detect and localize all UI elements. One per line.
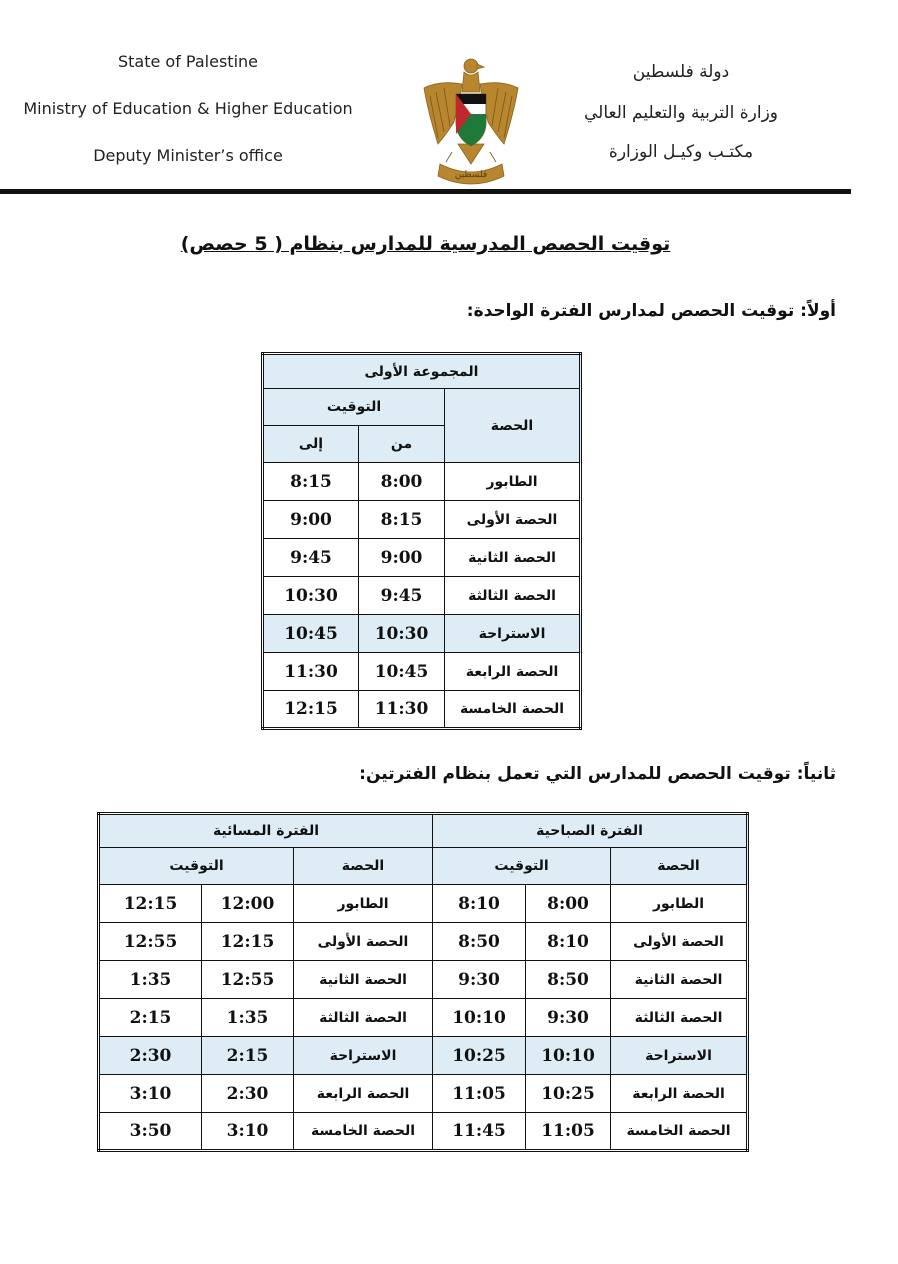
header-ar-ministry: وزارة التربية والتعليم العالي [583, 103, 778, 123]
evening-period-cell: الحصة الرابعة [294, 1075, 433, 1113]
table-row [99, 923, 748, 961]
evening-to-cell: 2:15 [99, 999, 202, 1037]
morning-from-cell: 8:00 [526, 885, 611, 923]
time-to-cell: 8:15 [263, 463, 359, 501]
table-row [263, 653, 581, 691]
morning-period-cell: الحصة الأولى [611, 923, 748, 961]
evening-period-cell: الاستراحة [294, 1037, 433, 1075]
period-cell: الاستراحة [445, 615, 581, 653]
morning-from-cell: 8:10 [526, 923, 611, 961]
morning-period-cell: الحصة الثالثة [611, 999, 748, 1037]
evening-from-cell: 2:15 [202, 1037, 294, 1075]
morning-period-cell: الطابور [611, 885, 748, 923]
evening-to-cell: 3:50 [99, 1113, 202, 1151]
table-row [263, 501, 581, 539]
time-to-cell: 9:45 [263, 539, 359, 577]
page-title: توقيت الحصص المدرسية للمدارس بنظام ( 5 حصص) [180, 233, 671, 255]
morning-from-cell: 10:25 [526, 1075, 611, 1113]
time-to-cell: 9:00 [263, 501, 359, 539]
morning-to-cell: 8:10 [433, 885, 526, 923]
table-row [99, 961, 748, 999]
morning-period-header: الحصة [611, 848, 748, 885]
morning-from-cell: 8:50 [526, 961, 611, 999]
evening-from-cell: 12:15 [202, 923, 294, 961]
evening-period-cell: الحصة الأولى [294, 923, 433, 961]
morning-from-cell: 11:05 [526, 1113, 611, 1151]
table-row [263, 691, 581, 729]
header-divider [0, 189, 851, 194]
period-header: الحصة [445, 389, 581, 463]
evening-to-cell: 2:30 [99, 1037, 202, 1075]
evening-from-cell: 3:10 [202, 1113, 294, 1151]
morning-from-cell: 10:10 [526, 1037, 611, 1075]
from-header: من [359, 426, 445, 463]
morning-period-cell: الحصة الخامسة [611, 1113, 748, 1151]
evening-label: الفترة المسائية [99, 814, 433, 848]
morning-to-cell: 11:45 [433, 1113, 526, 1151]
period-cell: الحصة الثالثة [445, 577, 581, 615]
group-label: المجموعة الأولى [263, 354, 581, 389]
table-row [99, 1037, 748, 1075]
morning-to-cell: 8:50 [433, 923, 526, 961]
period-cell: الحصة الخامسة [445, 691, 581, 729]
morning-period-cell: الاستراحة [611, 1037, 748, 1075]
section1-heading: أولاً: توقيت الحصص لمدارس الفترة الواحدة: [466, 301, 836, 321]
table-row [263, 577, 581, 615]
table-row [99, 999, 748, 1037]
time-from-cell: 8:15 [359, 501, 445, 539]
evening-to-cell: 12:55 [99, 923, 202, 961]
time-from-cell: 11:30 [359, 691, 445, 729]
morning-label: الفترة الصباحية [433, 814, 748, 848]
header-en-state: State of Palestine [117, 52, 258, 71]
header-ar-state: دولة فلسطين [632, 62, 730, 82]
time-from-cell: 8:00 [359, 463, 445, 501]
time-from-cell: 9:45 [359, 577, 445, 615]
table-row [99, 1075, 748, 1113]
evening-to-cell: 1:35 [99, 961, 202, 999]
time-from-cell: 9:00 [359, 539, 445, 577]
morning-timing-header: التوقيت [433, 848, 611, 885]
header-en-ministry: Ministry of Education & Higher Education [23, 99, 353, 118]
morning-to-cell: 11:05 [433, 1075, 526, 1113]
morning-period-cell: الحصة الرابعة [611, 1075, 748, 1113]
period-cell: الحصة الرابعة [445, 653, 581, 691]
period-cell: الحصة الثانية [445, 539, 581, 577]
time-to-cell: 10:30 [263, 577, 359, 615]
evening-period-header: الحصة [294, 848, 433, 885]
morning-period-cell: الحصة الثانية [611, 961, 748, 999]
evening-period-cell: الحصة الثالثة [294, 999, 433, 1037]
to-header: إلى [263, 426, 359, 463]
table-row [99, 1113, 748, 1151]
emblem-scroll-text: فلسطين [454, 170, 488, 180]
table-row [263, 539, 581, 577]
palestine-eagle-emblem-icon [418, 52, 524, 190]
evening-period-cell: الطابور [294, 885, 433, 923]
table-row [99, 885, 748, 923]
evening-to-cell: 12:15 [99, 885, 202, 923]
evening-from-cell: 12:00 [202, 885, 294, 923]
time-to-cell: 12:15 [263, 691, 359, 729]
time-from-cell: 10:30 [359, 615, 445, 653]
table-row [263, 615, 581, 653]
period-cell: الطابور [445, 463, 581, 501]
morning-to-cell: 9:30 [433, 961, 526, 999]
single-shift-timetable [261, 352, 582, 730]
evening-from-cell: 1:35 [202, 999, 294, 1037]
time-to-cell: 11:30 [263, 653, 359, 691]
evening-to-cell: 3:10 [99, 1075, 202, 1113]
header-en-office: Deputy Minister’s office [93, 146, 283, 165]
header-ar-office: مكتـب وكيـل الوزارة [608, 142, 754, 162]
morning-to-cell: 10:10 [433, 999, 526, 1037]
evening-period-cell: الحصة الثانية [294, 961, 433, 999]
morning-from-cell: 9:30 [526, 999, 611, 1037]
evening-timing-header: التوقيت [99, 848, 294, 885]
time-from-cell: 10:45 [359, 653, 445, 691]
timing-header: التوقيت [263, 389, 445, 426]
section2-heading: ثانياً: توقيت الحصص للمدارس التي تعمل بنظام الفترتين: [359, 764, 836, 784]
morning-to-cell: 10:25 [433, 1037, 526, 1075]
evening-from-cell: 12:55 [202, 961, 294, 999]
double-shift-timetable [97, 812, 749, 1152]
time-to-cell: 10:45 [263, 615, 359, 653]
evening-from-cell: 2:30 [202, 1075, 294, 1113]
period-cell: الحصة الأولى [445, 501, 581, 539]
table-row [263, 463, 581, 501]
evening-period-cell: الحصة الخامسة [294, 1113, 433, 1151]
